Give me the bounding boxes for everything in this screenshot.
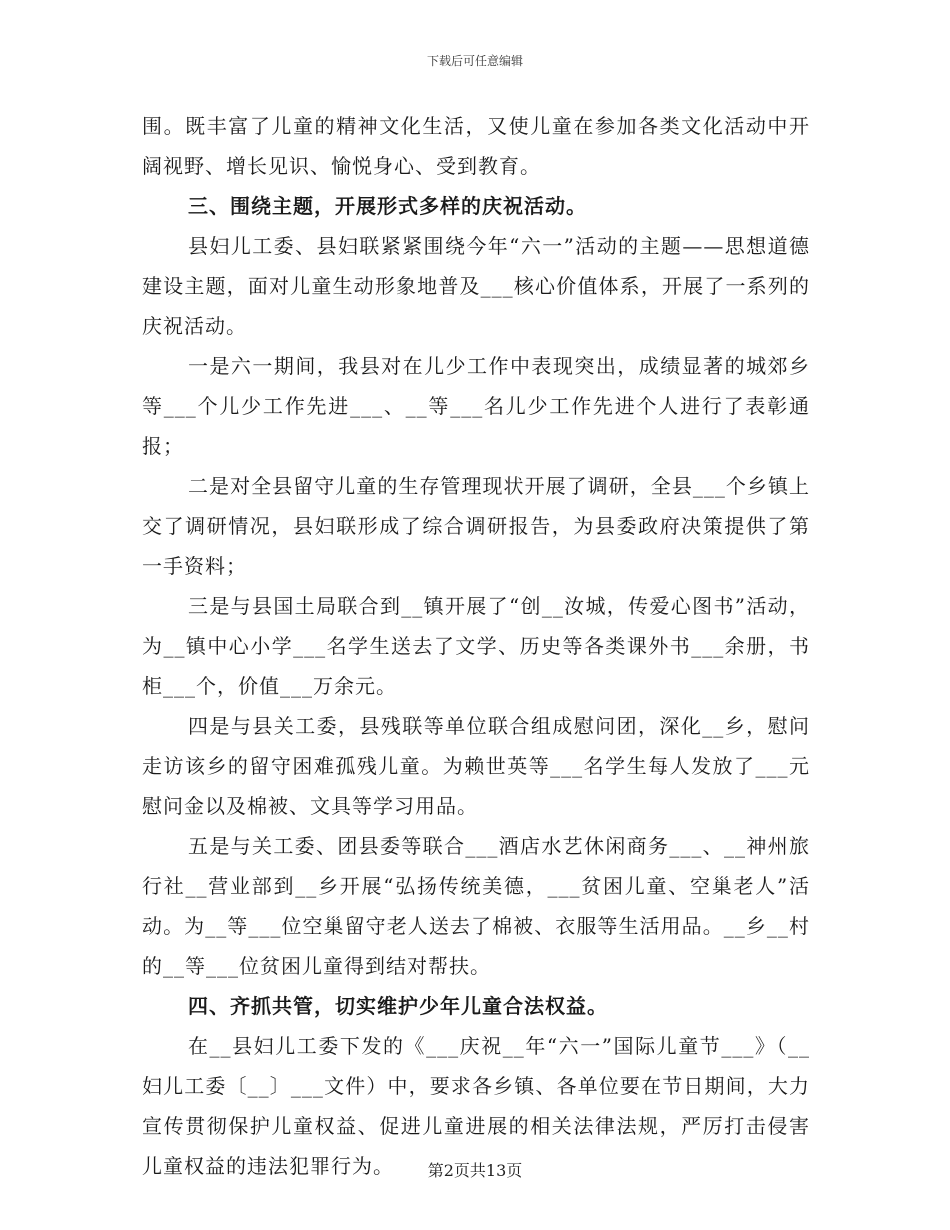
page-footer: 第2页共13页 bbox=[427, 1161, 523, 1180]
paragraph-item-5: 五是与关工委、团县委等联合___酒店水艺休闲商务___、__神州旅行社__营业部到__乡开展“弘扬传统美德，___贫困儿童、空巢老人”活动。为__等___位空巢留守老人送去了棉被、衣服等生活用品。__乡__村的__等___位贫困儿童得到结对帮扶。 bbox=[142, 834, 810, 978]
paragraph-item-1: 一是六一期间，我县对在儿少工作中表现突出，成绩显著的城郊乡等___个儿少工作先进___、__等___名儿少工作先进个人进行了表彰通报； bbox=[142, 354, 810, 458]
section-heading-4: 四、齐抓共管，切实维护少年儿童合法权益。 bbox=[188, 994, 608, 1018]
document-body bbox=[142, 106, 810, 1186]
paragraph-theme: 县妇儿工委、县妇联紧紧围绕今年“六一”活动的主题——思想道德建设主题，面对儿童生动形象地普及___核心价值体系，开展了一系列的庆祝活动。 bbox=[142, 234, 810, 338]
page-header: 下载后可任意编辑 bbox=[426, 54, 523, 68]
section-heading-3: 三、围绕主题，开展形式多样的庆祝活动。 bbox=[188, 194, 587, 218]
paragraph-rights: 在__县妇儿工委下发的《___庆祝__年“六一”国际儿童节___》（__妇儿工委〔__〕___文件）中，要求各乡镇、各单位要在节日期间，大力宣传贯彻保护儿童权益、促进儿童进展的相关法律法规，严厉打击侵害儿童权益的违法犯罪行为。 bbox=[142, 1034, 810, 1178]
paragraph-item-3: 三是与县国土局联合到__镇开展了“创__汝城，传爱心图书”活动，为__镇中心小学___名学生送去了文学、历史等各类课外书___余册，书柜___个，价值___万余元。 bbox=[142, 594, 810, 698]
paragraph-item-4: 四是与县关工委，县残联等单位联合组成慰问团，深化__乡，慰问走访该乡的留守困难孤残儿童。为赖世英等___名学生每人发放了___元慰问金以及棉被、文具等学习用品。 bbox=[142, 714, 810, 818]
paragraph-item-2: 二是对全县留守儿童的生存管理现状开展了调研，全县___个乡镇上交了调研情况，县妇联形成了综合调研报告，为县委政府决策提供了第一手资料； bbox=[142, 474, 810, 578]
paragraph-continuation: 围。既丰富了儿童的精神文化生活，又使儿童在参加各类文化活动中开阔视野、增长见识、愉悦身心、受到教育。 bbox=[142, 114, 810, 178]
